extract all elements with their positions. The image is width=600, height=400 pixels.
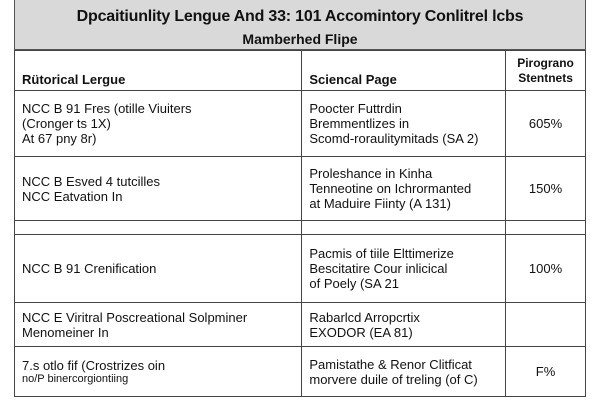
table-cell-percent: 605%	[506, 91, 586, 157]
table-cell-percent: F%	[506, 347, 586, 397]
column-header-3-line-1: Pirograno	[517, 55, 574, 70]
cell-line: NCC B Esved 4 tutcilles	[22, 173, 160, 189]
document-title: Dpcaitiunlity Lengue And 33: 101 Accomintory Conlitrel lcbs	[76, 8, 524, 25]
table-cell-empty	[506, 221, 586, 235]
table-row	[15, 235, 586, 303]
table-cell-lergue	[15, 303, 302, 347]
column-header-3-line-2: Stentnets	[518, 70, 573, 85]
cell-line: Poocter Futtrdin	[309, 101, 402, 116]
table-cell-page	[302, 303, 506, 347]
table-row	[15, 347, 586, 397]
table-header-row	[15, 51, 586, 91]
cell-line: Scomd-roraulitymitads (SA 2)	[309, 131, 479, 146]
table-spacer-row	[15, 221, 586, 235]
table-cell-lergue	[15, 157, 302, 221]
table-row	[15, 91, 586, 157]
data-table	[14, 50, 586, 397]
table-row	[15, 157, 586, 221]
cell-line: at Maduire Fiinty (A 131)	[309, 196, 451, 211]
column-header-1: Rütorical Lergue	[15, 51, 302, 91]
cell-line: NCC E Viritral Poscreational Solpminer	[22, 309, 248, 325]
cell-line: Pacmis of tiile Elttimerize	[309, 246, 454, 261]
cell-line: Rabarlcd Arropcrtix	[309, 309, 420, 325]
table-cell-empty	[302, 221, 506, 235]
table-cell-page	[302, 347, 506, 397]
table-row	[15, 303, 586, 347]
table-cell-lergue	[15, 347, 302, 397]
document-subtitle: Mamberhed Flipe	[242, 31, 358, 47]
cell-line: Menomeiner In	[22, 324, 109, 340]
table-cell-percent: 150%	[506, 157, 586, 221]
cell-line: NCC Eatvation In	[22, 188, 123, 204]
cell-line: Pamistathe & Renor Clitficat	[309, 356, 472, 372]
table-cell-percent	[506, 303, 586, 347]
table-cell-page	[302, 235, 506, 303]
cell-line: 7.s otlo fif (Crostrizes oin	[22, 357, 166, 373]
cell-line: morvere duile of treling (of C)	[309, 371, 478, 387]
column-header-2: Sciencal Page	[302, 51, 506, 91]
cell-line: no/P binercorgiontiing	[22, 372, 129, 385]
cell-line: Bremmentlizes in	[309, 116, 410, 131]
table-cell-percent: 100%	[506, 235, 586, 303]
document-title-block	[14, 0, 586, 50]
column-header-3	[506, 51, 586, 91]
cell-line: of Poely (SA 21	[309, 276, 399, 291]
cell-line: NCC B 91 Crenification	[22, 261, 157, 276]
table-cell-empty	[15, 221, 302, 235]
cell-line: EXODOR (EA 81)	[309, 324, 413, 340]
cell-line: Bescitatire Cour inlicical	[309, 261, 448, 276]
cell-line: Tenneotine on Ichrormanted	[309, 181, 472, 196]
table-cell-lergue	[15, 235, 302, 303]
cell-line: (Cronger ts 1X)	[22, 116, 111, 131]
cell-line: NCC B 91 Fres (otille Viuiters	[22, 101, 192, 116]
table-cell-page	[302, 91, 506, 157]
table-cell-lergue	[15, 91, 302, 157]
cell-line: Proleshance in Kinha	[309, 166, 433, 181]
cell-line: At 67 pny 8r)	[22, 131, 97, 146]
table-cell-page	[302, 157, 506, 221]
